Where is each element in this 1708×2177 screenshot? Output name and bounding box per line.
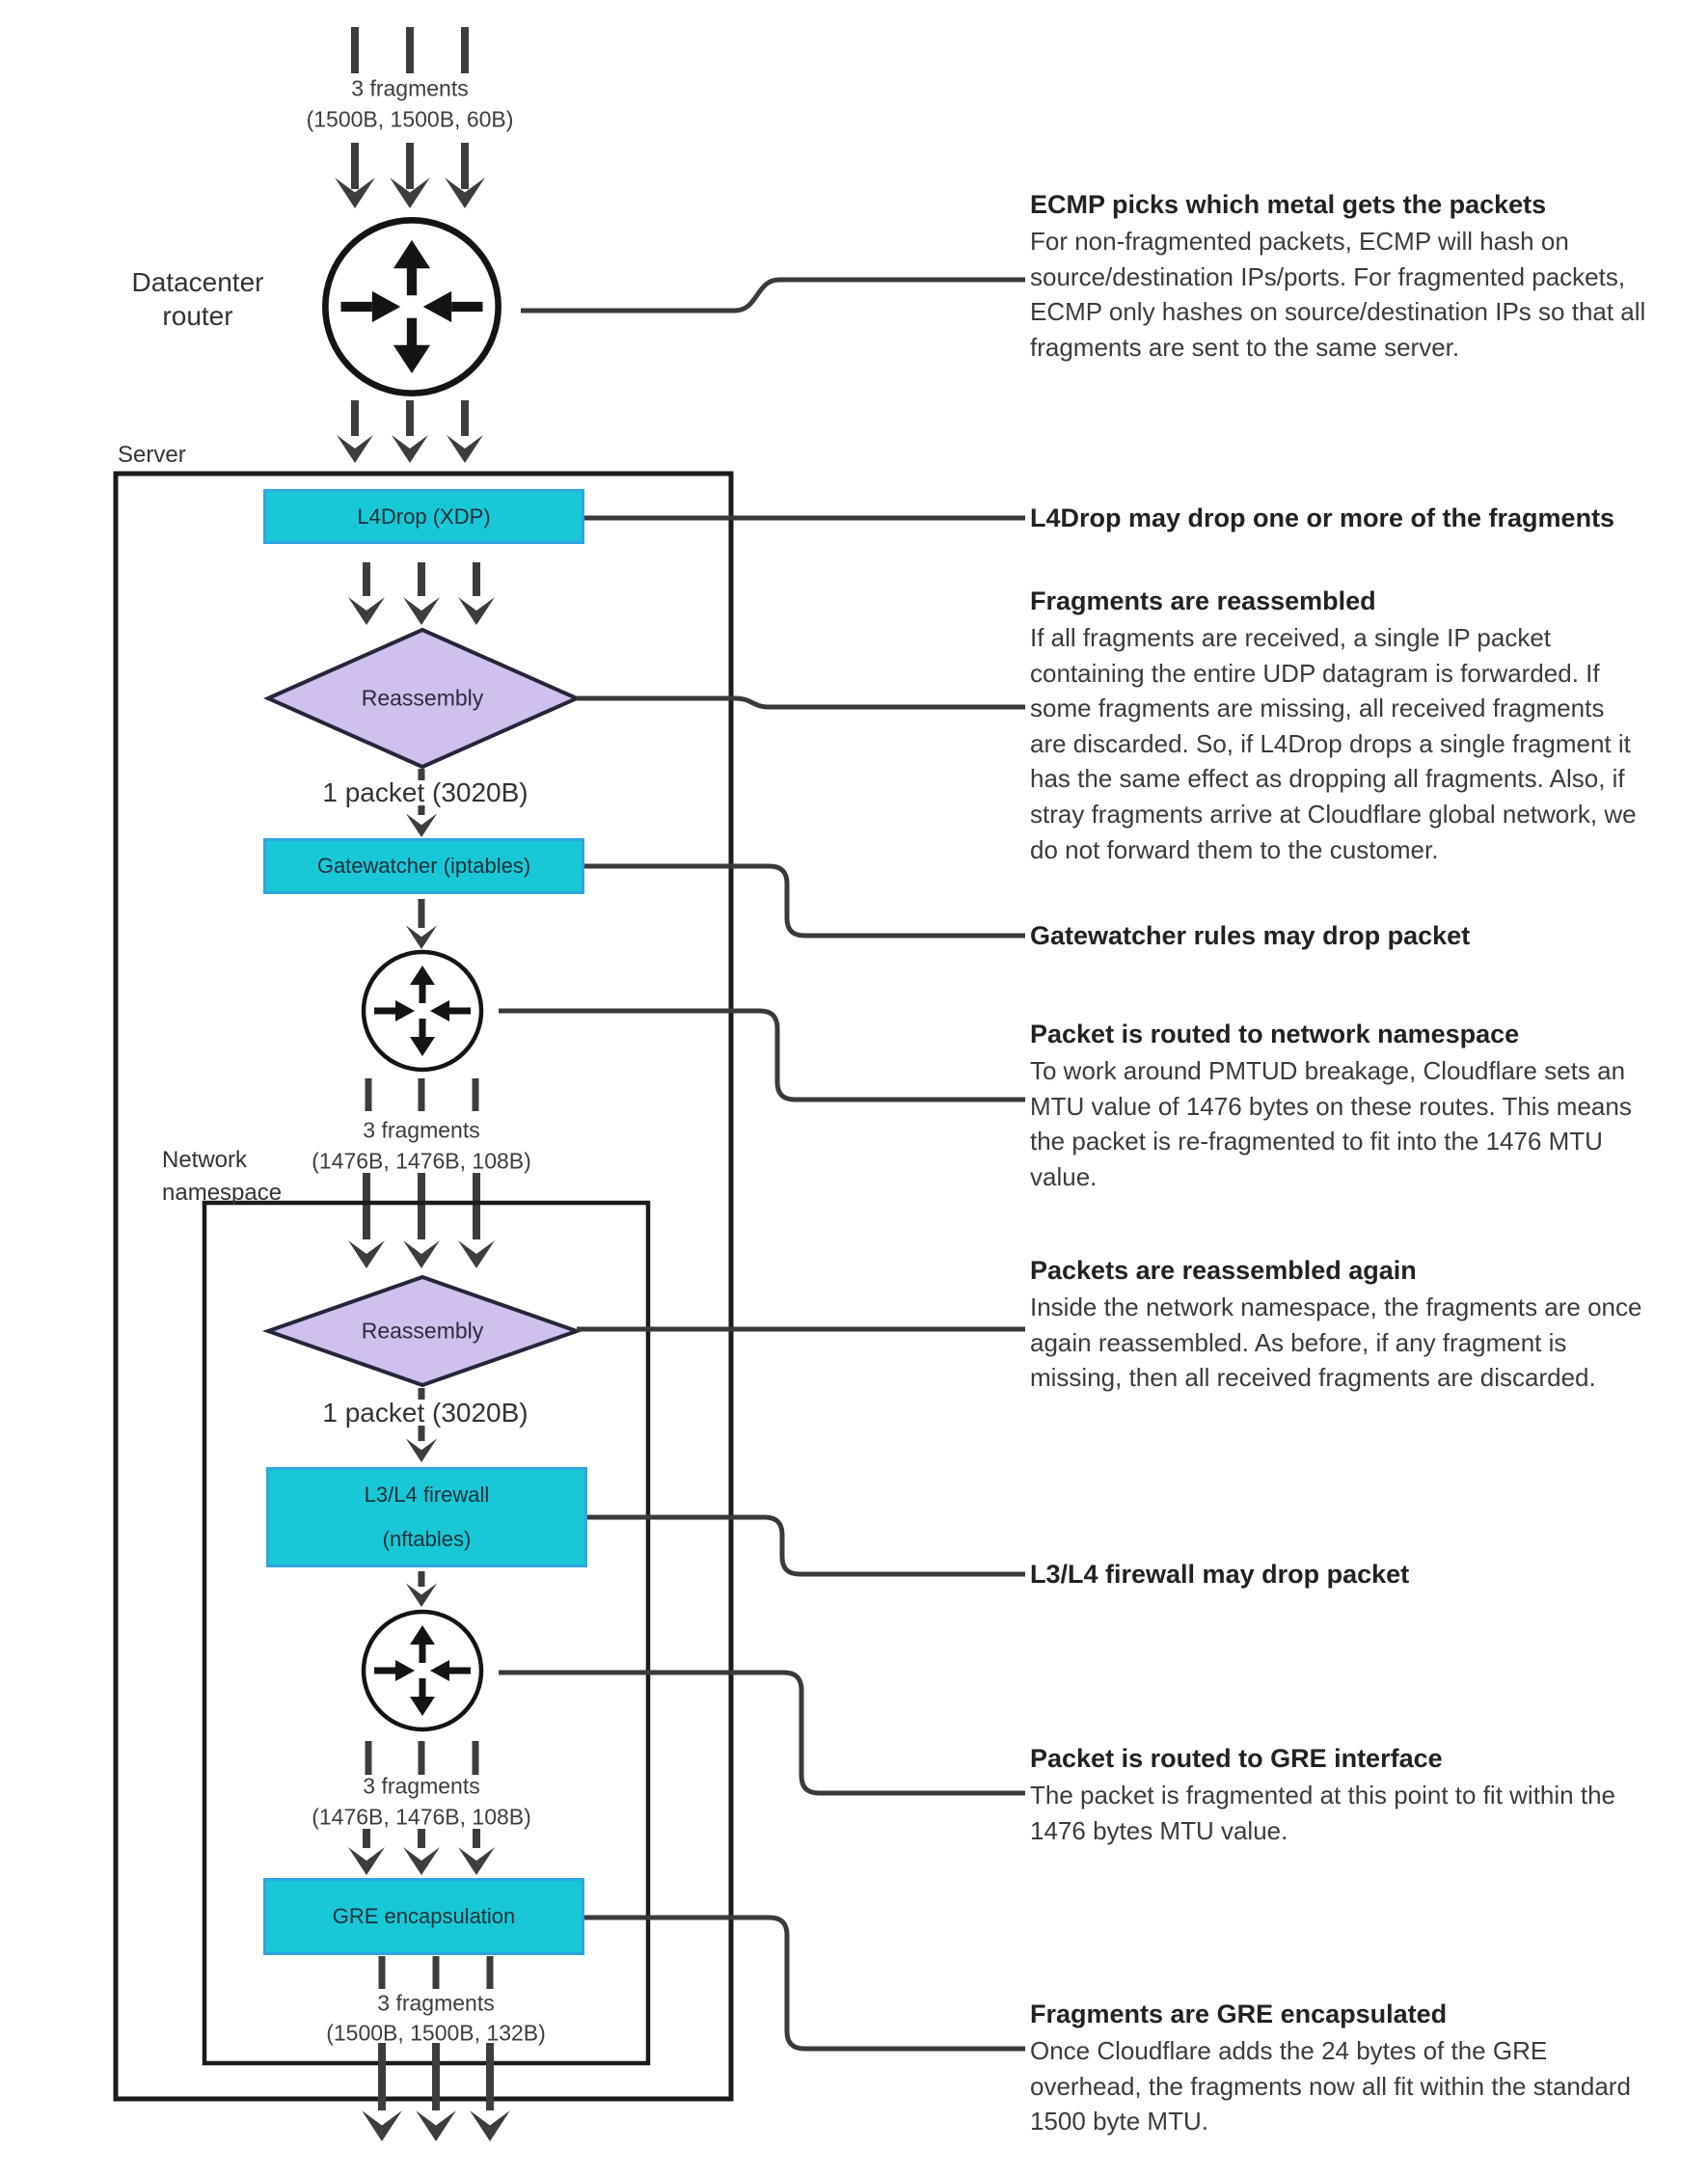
annotation-line: stray fragments arrive at Cloudflare global network, we xyxy=(1030,799,1637,829)
node-l4drop-label: L4Drop (XDP) xyxy=(357,503,491,529)
annotation-line: fragments are sent to the same server. xyxy=(1030,332,1460,362)
node-gatewatcher-label: Gatewatcher (iptables) xyxy=(316,854,531,878)
router-icon xyxy=(364,1612,481,1729)
arrows-into-server xyxy=(337,400,483,463)
annotation-title: Packets are reassembled again xyxy=(1030,1256,1417,1285)
annotation-line: 1476 bytes MTU value. xyxy=(1030,1815,1288,1845)
annotation-title: ECMP picks which metal gets the packets xyxy=(1030,190,1547,219)
arrow-to-l3l4 xyxy=(406,1426,437,1462)
fragment-dashes-mid-2 xyxy=(368,1741,475,1775)
annotation-line: Inside the network namespace, the fragments are once xyxy=(1030,1293,1642,1321)
annotation-body xyxy=(1030,1290,1641,1396)
annotation-title: Fragments are GRE encapsulated xyxy=(1030,2000,1448,2028)
annotation-line: the packet is re-fragmented to fit into the 1476 MTU xyxy=(1030,1127,1603,1157)
mid-fragments-1-label: 3 fragments xyxy=(363,1117,480,1143)
annotation-line: 1500 byte MTU. xyxy=(1030,2107,1208,2136)
annotation-l3l4-drop xyxy=(1030,1555,1409,1593)
network-namespace-label: Network namespace xyxy=(162,1147,283,1206)
router-icon xyxy=(325,220,498,393)
node-l3l4-firewall xyxy=(266,1467,587,1567)
arrows-l4drop-to-reassembly xyxy=(348,562,495,625)
connector-gatewatcher xyxy=(584,866,1025,936)
annotation-routed-namespace xyxy=(1030,1015,1632,1194)
annotation-gatewatcher-drop xyxy=(1030,916,1470,955)
annotation-line: source/destination IPs/ports. For fragmented packets, xyxy=(1030,261,1626,291)
bottom-fragments-sizes: (1500B, 1500B, 132B) xyxy=(326,2020,546,2046)
annotation-title: Packet is routed to network namespace xyxy=(1030,1020,1520,1048)
annotation-line: has the same effect as dropping all fragments. Also, if xyxy=(1030,764,1625,794)
reassembly-2-label: Reassembly xyxy=(361,1318,484,1344)
node-gatewatcher xyxy=(263,838,584,894)
top-fragments-sizes: (1500B, 1500B, 60B) xyxy=(306,106,514,132)
fragment-dashes-bottom xyxy=(382,1956,490,1989)
annotation-line: missing, then all received fragments are discarded. xyxy=(1030,1363,1596,1393)
packet-1-label: 1 packet (3020B) xyxy=(322,777,529,807)
annotation-line: containing the entire UDP datagram is forwarded. If xyxy=(1030,658,1600,688)
connector-l3l4 xyxy=(587,1517,1025,1574)
annotation-ecmp xyxy=(1030,185,1645,365)
annotation-line: The packet is fragmented at this point to fit within the xyxy=(1030,1781,1615,1810)
router-icon xyxy=(364,952,481,1070)
annotation-line: ECMP only hashes on source/destination IPs so that all xyxy=(1030,297,1646,327)
annotation-body xyxy=(1030,2033,1631,2139)
annotation-body xyxy=(1030,1053,1632,1194)
node-gre xyxy=(263,1878,584,1955)
mid-fragments-2-label: 3 fragments xyxy=(363,1773,480,1799)
annotation-line: some fragments are missing, all received fragments xyxy=(1030,694,1605,723)
node-l3l4-line2: (nftables) xyxy=(382,1527,472,1551)
annotation-line: value. xyxy=(1030,1161,1098,1191)
annotation-line: MTU value of 1476 bytes on these routes. This means xyxy=(1030,1091,1632,1121)
arrows-into-datacenter-router xyxy=(335,143,485,208)
connector-router-2 xyxy=(499,1011,1025,1100)
annotation-l4drop-drop xyxy=(1030,499,1614,537)
arrow-to-gatewatcher xyxy=(406,805,437,837)
top-fragments-label: 3 fragments xyxy=(351,75,469,101)
datacenter-router-label: Datacenter router xyxy=(131,267,264,331)
mid-fragments-1-sizes: (1476B, 1476B, 108B) xyxy=(312,1148,531,1174)
annotation-line: do not forward them to the customer. xyxy=(1030,834,1439,864)
annotation-line: are discarded. So, if L4Drop drops a single fragment it xyxy=(1030,728,1631,758)
arrows-out-of-server xyxy=(362,2043,510,2141)
connector-gre xyxy=(584,1918,1025,2049)
annotation-title: L4Drop may drop one or more of the fragments xyxy=(1030,503,1615,532)
annotation-body xyxy=(1030,620,1637,867)
packet-2-label: 1 packet (3020B) xyxy=(322,1398,529,1428)
node-l4drop xyxy=(263,489,584,544)
node-l3l4-line1: L3/L4 firewall xyxy=(364,1483,490,1507)
connector-reassembly-1 xyxy=(577,698,1025,707)
arrows-into-namespace xyxy=(348,1173,495,1268)
fragment-dashes-top xyxy=(355,27,465,73)
mid-fragments-2-sizes: (1476B, 1476B, 108B) xyxy=(312,1804,531,1830)
annotation-body xyxy=(1030,224,1645,365)
annotation-title: Gatewatcher rules may drop packet xyxy=(1030,921,1471,950)
annotation-routed-gre xyxy=(1030,1739,1615,1848)
annotation-line: If all fragments are received, a single IP packet xyxy=(1030,623,1552,652)
annotation-fragments-reassembled xyxy=(1030,582,1637,867)
node-gre-label: GRE encapsulation xyxy=(332,1904,516,1928)
annotation-line: overhead, the fragments now all fit within the standard xyxy=(1030,2071,1631,2101)
annotation-line: Once Cloudflare adds the 24 bytes of the GRE xyxy=(1030,2036,1548,2065)
annotation-title: Packet is routed to GRE interface xyxy=(1030,1744,1443,1773)
fragment-dashes-mid-1 xyxy=(368,1078,475,1111)
connector-ecmp xyxy=(521,280,1025,311)
annotation-title: Fragments are reassembled xyxy=(1030,586,1376,615)
annotation-line: For non-fragmented packets, ECMP will hash on xyxy=(1030,227,1569,256)
arrow-to-router-2 xyxy=(406,899,437,949)
arrows-into-gre xyxy=(348,1829,495,1875)
annotation-line: To work around PMTUD breakage, Cloudflare sets an xyxy=(1030,1056,1626,1085)
annotation-line: again reassembled. As before, if any fragment is xyxy=(1030,1327,1567,1357)
reassembly-1-label: Reassembly xyxy=(361,685,484,711)
annotation-reassembled-again xyxy=(1030,1251,1641,1396)
annotation-body xyxy=(1030,1778,1615,1848)
server-label: Server xyxy=(118,442,186,468)
annotation-gre-encapsulated xyxy=(1030,1995,1631,2139)
bottom-fragments-label: 3 fragments xyxy=(377,1990,495,2016)
connector-router-3 xyxy=(499,1673,1025,1793)
arrow-to-router-3 xyxy=(406,1571,437,1607)
annotation-title: L3/L4 firewall may drop packet xyxy=(1030,1560,1410,1589)
